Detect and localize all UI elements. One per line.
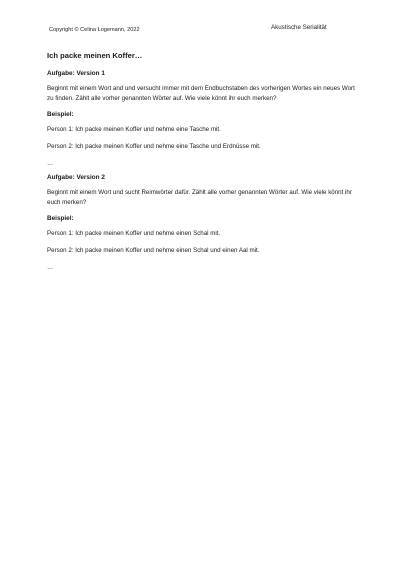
header-topic: Akustische Serialität <box>271 24 327 31</box>
version-1-example-label: Beispiel: <box>47 111 74 118</box>
page-title: Ich packe meinen Koffer… <box>47 51 143 60</box>
document-body <box>47 51 359 277</box>
version-2-example-line-2: Person 2: Ich packe meinen Koffer und nehme einen Schal und einen Aal mit. <box>47 247 260 254</box>
version-2-section <box>47 173 359 272</box>
version-1-example-line-1: Person 1: Ich packe meinen Koffer und nehme eine Tasche mit. <box>47 126 221 133</box>
version-2-instruction: Beginnt mit einem Wort und sucht Reimwörter dafür. Zählt alle vorher genannten Wörter auf. Wie viele könnt ihr euch merken? <box>47 189 352 206</box>
version-1-ellipsis: … <box>47 160 54 167</box>
version-2-example-line-1: Person 1: Ich packe meinen Koffer und nehme einen Schal mit. <box>47 230 221 237</box>
version-1-section <box>47 69 359 168</box>
version-2-example-label: Beispiel: <box>47 215 74 222</box>
version-1-instruction: Beginnt mit einem Wort and und versucht immer mit dem Endbuchstaben des vorherigen Wortes ein neues Wort zu finden. Zählt alle vorher genannten Wörter auf. Wie viele könnt ihr euch merken? <box>47 85 355 102</box>
version-1-example-line-2: Person 2: Ich packe meinen Koffer und nehme eine Tasche und Erdnüsse mit. <box>47 143 261 150</box>
version-2-heading: Aufgabe: Version 2 <box>47 174 105 181</box>
copyright-notice: Copyright © Celina Logemann, 2022 <box>49 27 140 33</box>
version-2-ellipsis: … <box>47 264 54 271</box>
version-1-heading: Aufgabe: Version 1 <box>47 70 105 77</box>
